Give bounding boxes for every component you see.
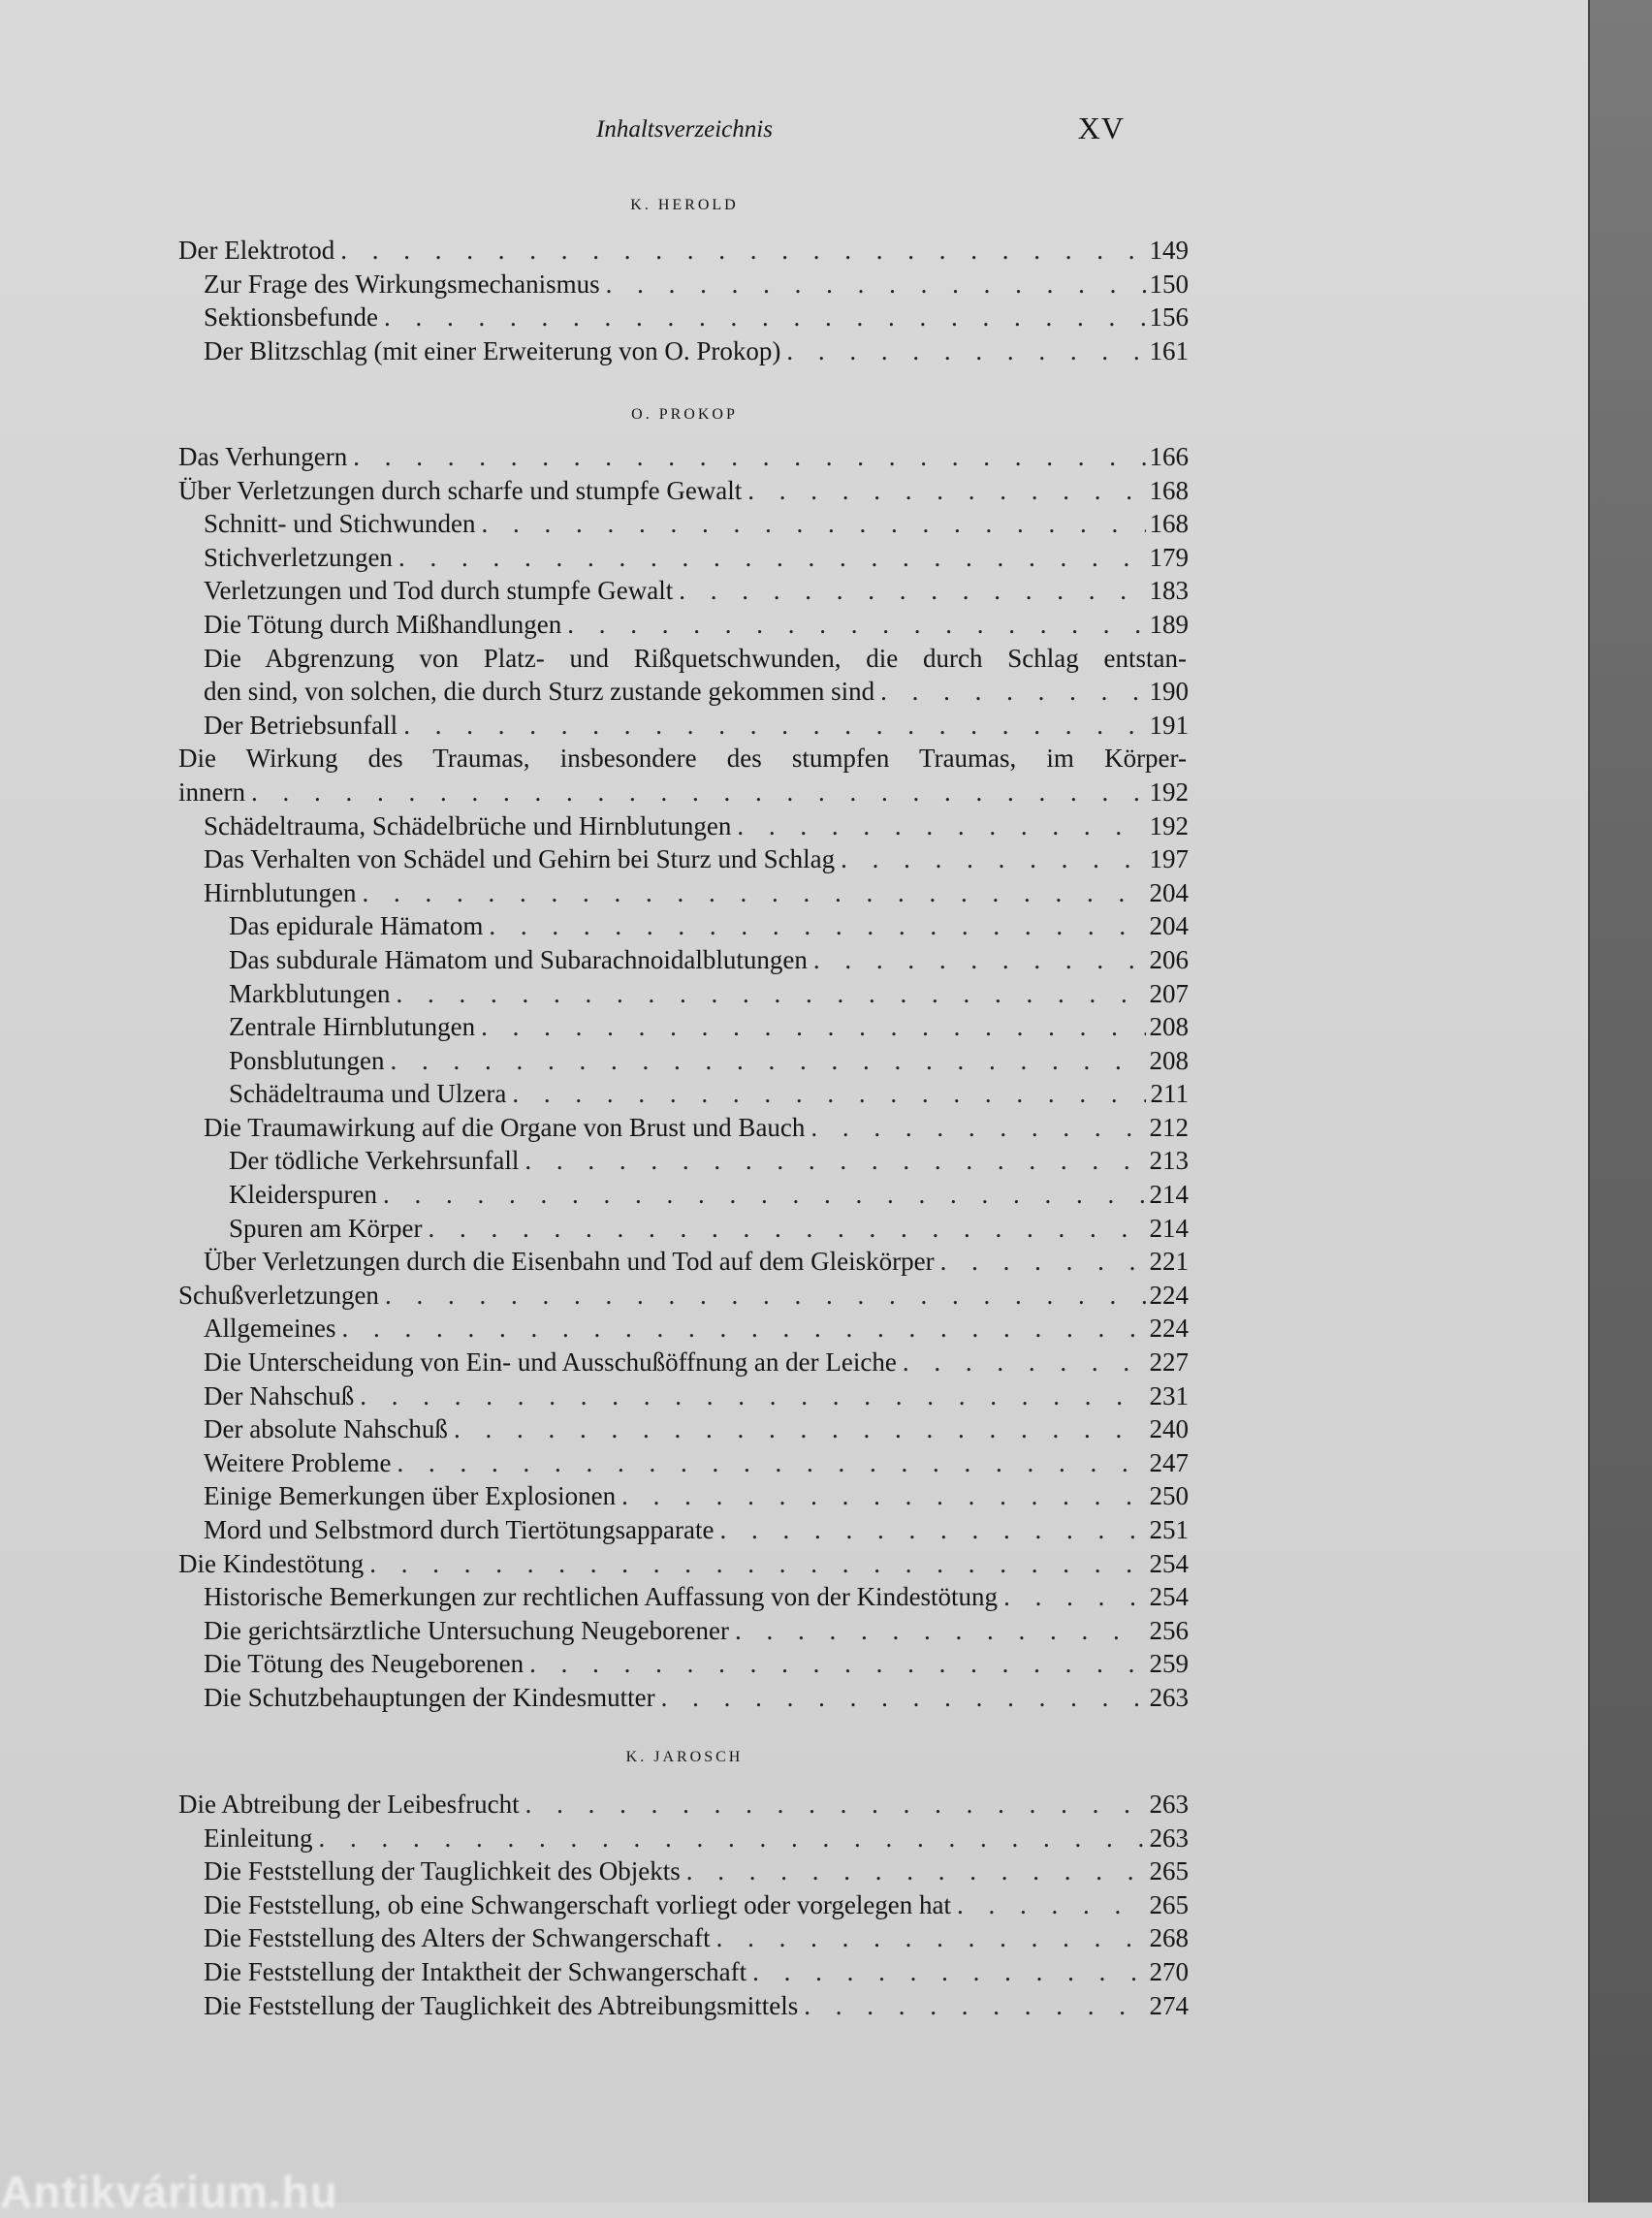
toc-entry-page: 149 — [1149, 236, 1189, 265]
toc-entry-page: 263 — [1149, 1790, 1189, 1819]
toc-entry-title: Schußverletzungen — [178, 1280, 379, 1310]
toc-entry-title: Zentrale Hirnblutungen — [229, 1012, 476, 1042]
toc-entry — [178, 1379, 1189, 1413]
toc-entry-page: 224 — [1149, 1280, 1189, 1310]
toc-entry — [178, 1077, 1189, 1111]
toc-entry-page: 263 — [1149, 1822, 1189, 1853]
toc-entry-page: 274 — [1149, 1990, 1189, 2020]
toc-entry-page: 156 — [1149, 302, 1189, 333]
toc-entry-title: Einige Bemerkungen über Explosionen — [204, 1481, 617, 1511]
toc-entry-title: Die Tötung des Neugeborenen — [204, 1649, 524, 1679]
toc-entry-title: Der Betriebsunfall — [204, 710, 398, 740]
toc-entry-title: Die Tötung durch Mißhandlungen — [204, 609, 562, 639]
toc-entry — [178, 1111, 1189, 1145]
dot-leader — [935, 1245, 1146, 1279]
toc-entry-title: Zur Frage des Wirkungsmechanismus — [204, 269, 600, 299]
toc-entry-title: Die Abtreibung der Leibesfrucht — [178, 1790, 520, 1819]
toc-entry-page: 221 — [1149, 1247, 1189, 1277]
toc-entry-page: 161 — [1149, 335, 1189, 365]
toc-entry-page: 183 — [1149, 576, 1189, 606]
toc-entry-page: 214 — [1149, 1180, 1189, 1210]
toc-entry — [178, 1178, 1189, 1212]
toc-entry-title: Die Wirkung des Traumas, insbesondere des stumpfen Traumas, im Körper- — [178, 744, 1187, 774]
toc-entry — [178, 1647, 1189, 1681]
toc-entry-page: 254 — [1149, 1548, 1189, 1578]
toc-entry-title: Das Verhungern — [178, 442, 348, 471]
dot-leader — [519, 1144, 1146, 1178]
toc-entry-title: Schädeltrauma, Schädelbrüche und Hirnblutungen — [204, 810, 732, 840]
toc-entry-page: 189 — [1149, 609, 1189, 639]
dot-leader — [377, 1178, 1146, 1212]
toc-entry-page: 259 — [1149, 1649, 1189, 1679]
toc-entry-title: Die Kindestötung — [178, 1548, 365, 1578]
toc-entry — [178, 334, 1189, 368]
toc-entry-page: 211 — [1150, 1079, 1189, 1109]
toc-entry-title: Hirnblutungen — [204, 877, 357, 907]
toc-entry-title: Stichverletzungen — [204, 542, 393, 572]
toc-entry — [178, 301, 1189, 334]
dot-leader — [422, 1212, 1146, 1246]
section-author-herold: K. HEROLD — [630, 197, 739, 213]
dot-leader — [364, 1547, 1146, 1581]
toc-entry-page: 168 — [1149, 509, 1189, 539]
toc-entry-title: Die Abgrenzung von Platz- und Rißquetschwunden, die durch Schlag entstan- — [204, 643, 1187, 673]
toc-entry-title: Schnitt- und Stichwunden — [204, 509, 476, 539]
dot-leader — [711, 1921, 1146, 1955]
toc-entry-title: Markblutungen — [229, 978, 391, 1008]
toc-entry — [178, 1788, 1189, 1822]
dot-leader — [475, 507, 1146, 541]
running-title: Inhaltsverzeichnis — [596, 116, 773, 143]
toc-entry-title: Historische Bemerkungen zur rechtlichen Auffassung von der Kindestötung — [204, 1582, 999, 1612]
toc-entry-page: 227 — [1149, 1347, 1189, 1378]
toc-entry-page: 150 — [1149, 269, 1189, 299]
toc-entry-page: 270 — [1149, 1956, 1189, 1986]
toc-entry — [178, 1989, 1189, 2023]
toc-entry — [178, 1044, 1189, 1078]
toc-entry — [178, 1513, 1189, 1547]
dot-leader — [561, 608, 1146, 642]
toc-entry-page: 207 — [1149, 978, 1189, 1008]
toc-entry-title: Über Verletzungen durch die Eisenbahn und Tod auf dem Gleiskörper — [204, 1247, 935, 1277]
toc-entry-title: Der Nahschuß — [204, 1380, 355, 1410]
toc-entry — [178, 474, 1189, 508]
toc-entry — [178, 1822, 1189, 1855]
toc-entry — [178, 608, 1189, 642]
toc-entry-page: 250 — [1149, 1481, 1189, 1511]
toc-entry-page: 240 — [1149, 1414, 1189, 1444]
dot-leader — [673, 574, 1146, 608]
dot-leader — [483, 909, 1146, 943]
toc-entry — [178, 776, 1189, 809]
toc-entry-title: Allgemeines — [204, 1314, 336, 1344]
toc-entry-title: Kleiderspuren — [229, 1180, 377, 1210]
toc-entry-page: 231 — [1149, 1380, 1189, 1410]
dot-leader — [681, 1854, 1146, 1888]
toc-entry-title: Die Unterscheidung von Ein- und Ausschußöffnung an der Leiche — [204, 1347, 897, 1378]
toc-entry-title: Das epidurale Hämatom — [229, 911, 484, 941]
dot-leader — [448, 1412, 1146, 1446]
toc-section-jarosch — [178, 1788, 1189, 2022]
toc-entry — [178, 1346, 1189, 1379]
toc-entry — [178, 1681, 1189, 1715]
dot-leader — [808, 943, 1146, 977]
toc-entry-title: Spuren am Körper — [229, 1213, 423, 1243]
dot-leader — [334, 234, 1146, 268]
dot-leader — [378, 301, 1146, 334]
toc-entry — [178, 909, 1189, 943]
dot-leader — [780, 334, 1146, 368]
toc-entry — [178, 709, 1189, 743]
toc-entry-page: 256 — [1149, 1615, 1189, 1645]
toc-entry-title: Die Schutzbehauptungen der Kindesmutter — [204, 1682, 655, 1712]
dot-leader — [475, 1010, 1146, 1044]
toc-entry — [178, 876, 1189, 910]
dot-leader — [747, 1955, 1146, 1989]
toc-entry-title: Die Feststellung der Intaktheit der Schwangerschaft — [204, 1956, 747, 1986]
toc-entry-page: 206 — [1149, 944, 1189, 974]
toc-entry-page: 208 — [1149, 1045, 1189, 1075]
dot-leader — [897, 1346, 1146, 1379]
dot-leader — [731, 809, 1146, 843]
dot-leader — [354, 1379, 1146, 1413]
dot-leader — [524, 1647, 1146, 1681]
toc-entry-title: Die Feststellung der Tauglichkeit des Objekts — [204, 1856, 681, 1886]
toc-entry-page: 204 — [1149, 911, 1189, 941]
toc-entry-title: Die Feststellung der Tauglichkeit des Abtreibungsmittels — [204, 1990, 799, 2020]
dot-leader — [312, 1822, 1146, 1855]
toc-entry — [178, 440, 1189, 474]
dot-leader — [392, 1446, 1147, 1480]
toc-entry-title: Die gerichtsärztliche Untersuchung Neugeborener — [204, 1615, 730, 1645]
toc-entry-title: Das Verhalten von Schädel und Gehirn bei Sturz und Schlag — [204, 844, 836, 874]
toc-entry — [178, 1921, 1189, 1955]
toc-entry-page: 213 — [1149, 1146, 1189, 1176]
toc-entry-title: Der Elektrotod — [178, 236, 335, 265]
book-spine-edge — [1588, 0, 1652, 2202]
toc-entry-page: 204 — [1149, 877, 1189, 907]
dot-leader — [729, 1614, 1146, 1648]
dot-leader — [397, 709, 1146, 743]
dot-leader — [379, 1279, 1146, 1313]
toc-entry-page: 191 — [1149, 710, 1189, 740]
toc-entry-title: Mord und Selbstmord durch Tiertötungsapparate — [204, 1515, 715, 1544]
toc-entry — [178, 977, 1189, 1011]
toc-entry-title: Sektionsbefunde — [204, 302, 378, 333]
toc-entry — [178, 541, 1189, 575]
watermark: Antikvárium.hu — [0, 2167, 338, 2217]
toc-entry-page: 268 — [1149, 1923, 1189, 1953]
dot-leader — [506, 1077, 1146, 1111]
toc-entry-title: Der absolute Nahschuß — [204, 1414, 448, 1444]
toc-entry — [178, 675, 1189, 709]
toc-entry-title: den sind, von solchen, die durch Sturz zustande gekommen sind — [204, 677, 875, 707]
toc-entry-title: Weitere Probleme — [204, 1447, 392, 1477]
dot-leader — [347, 440, 1146, 474]
toc-entry-title: Verletzungen und Tod durch stumpfe Gewalt — [204, 576, 674, 606]
dot-leader — [390, 977, 1146, 1011]
toc-entry-page: 190 — [1149, 677, 1189, 707]
toc-entry — [178, 574, 1189, 608]
dot-leader — [245, 776, 1146, 809]
toc-entry-page: 168 — [1149, 475, 1189, 505]
toc-entry — [178, 268, 1189, 301]
toc-entry-page: 265 — [1149, 1889, 1189, 1919]
dot-leader — [835, 842, 1146, 876]
toc-entry-page: 263 — [1149, 1682, 1189, 1712]
toc-entry — [178, 842, 1189, 876]
toc-entry — [178, 1888, 1189, 1922]
toc-entry — [178, 1412, 1189, 1446]
toc-entry-page: 179 — [1149, 542, 1189, 572]
toc-entry — [178, 1279, 1189, 1313]
dot-leader — [798, 1989, 1146, 2023]
toc-entry-title: Schädeltrauma und Ulzera — [229, 1079, 507, 1109]
toc-entry-title: Ponsblutungen — [229, 1045, 385, 1075]
toc-entry-page: 251 — [1149, 1515, 1189, 1544]
toc-entry-page: 208 — [1149, 1012, 1189, 1042]
toc-entry-page: 247 — [1149, 1447, 1189, 1477]
dot-leader — [385, 1044, 1146, 1078]
dot-leader — [998, 1580, 1146, 1614]
dot-leader — [616, 1479, 1146, 1513]
toc-entry-page: 224 — [1149, 1314, 1189, 1344]
toc-entry-title: Die Feststellung, ob eine Schwangerschaft vorliegt oder vorgelegen hat — [204, 1889, 952, 1919]
toc-entry-page: 265 — [1149, 1856, 1189, 1886]
toc-entry — [178, 1010, 1189, 1044]
toc-entry-title: Über Verletzungen durch scharfe und stumpfe Gewalt — [178, 475, 743, 505]
toc-entry — [178, 1245, 1189, 1279]
toc-entry-title: Die Feststellung des Alters der Schwangerschaft — [204, 1923, 711, 1953]
dot-leader — [655, 1681, 1146, 1715]
toc-entry-title: Die Traumawirkung auf die Organe von Brust und Bauch — [204, 1112, 806, 1142]
toc-entry — [178, 1614, 1189, 1648]
toc-entry — [178, 1312, 1189, 1346]
toc-entry-title: innern — [178, 776, 245, 807]
toc-entry — [178, 642, 1189, 676]
dot-leader — [600, 268, 1146, 301]
toc-entry — [178, 809, 1189, 843]
toc-entry-page: 192 — [1149, 810, 1189, 840]
toc-entry — [178, 1212, 1189, 1246]
dot-leader — [742, 474, 1146, 508]
dot-leader — [335, 1312, 1146, 1346]
dot-leader — [874, 675, 1146, 709]
toc-entry-page: 254 — [1149, 1582, 1189, 1612]
toc-entry — [178, 1446, 1189, 1480]
toc-entry — [178, 1144, 1189, 1178]
toc-entry — [178, 742, 1189, 776]
toc-entry — [178, 1955, 1189, 1989]
dot-leader — [714, 1513, 1146, 1547]
toc-entry-title: Der Blitzschlag (mit einer Erweiterung von O. Prokop) — [204, 335, 781, 365]
toc-section-prokop — [178, 440, 1189, 1715]
dot-leader — [393, 541, 1146, 575]
toc-entry-page: 192 — [1149, 776, 1189, 807]
toc-entry — [178, 1547, 1189, 1581]
toc-entry-title: Der tödliche Verkehrsunfall — [229, 1146, 520, 1176]
toc-entry-page: 166 — [1149, 442, 1189, 471]
dot-leader — [520, 1788, 1146, 1822]
toc-entry-title: Das subdurale Hämatom und Subarachnoidalblutungen — [229, 944, 808, 974]
section-author-jarosch: K. JAROSCH — [625, 1749, 744, 1765]
toc-section-herold — [178, 234, 1189, 367]
toc-entry — [178, 234, 1189, 268]
toc-entry-page: 212 — [1149, 1112, 1189, 1142]
toc-entry-page: 197 — [1149, 844, 1189, 874]
dot-leader — [951, 1888, 1146, 1922]
dot-leader — [805, 1111, 1146, 1145]
toc-entry — [178, 1580, 1189, 1614]
toc-entry — [178, 943, 1189, 977]
toc-entry — [178, 507, 1189, 541]
dot-leader — [356, 876, 1146, 910]
toc-entry-page: 214 — [1149, 1213, 1189, 1243]
page-number: XV — [1077, 111, 1125, 145]
toc-entry — [178, 1479, 1189, 1513]
section-author-prokop: O. PROKOP — [631, 406, 738, 423]
toc-entry-title: Einleitung — [204, 1822, 313, 1853]
toc-entry — [178, 1854, 1189, 1888]
